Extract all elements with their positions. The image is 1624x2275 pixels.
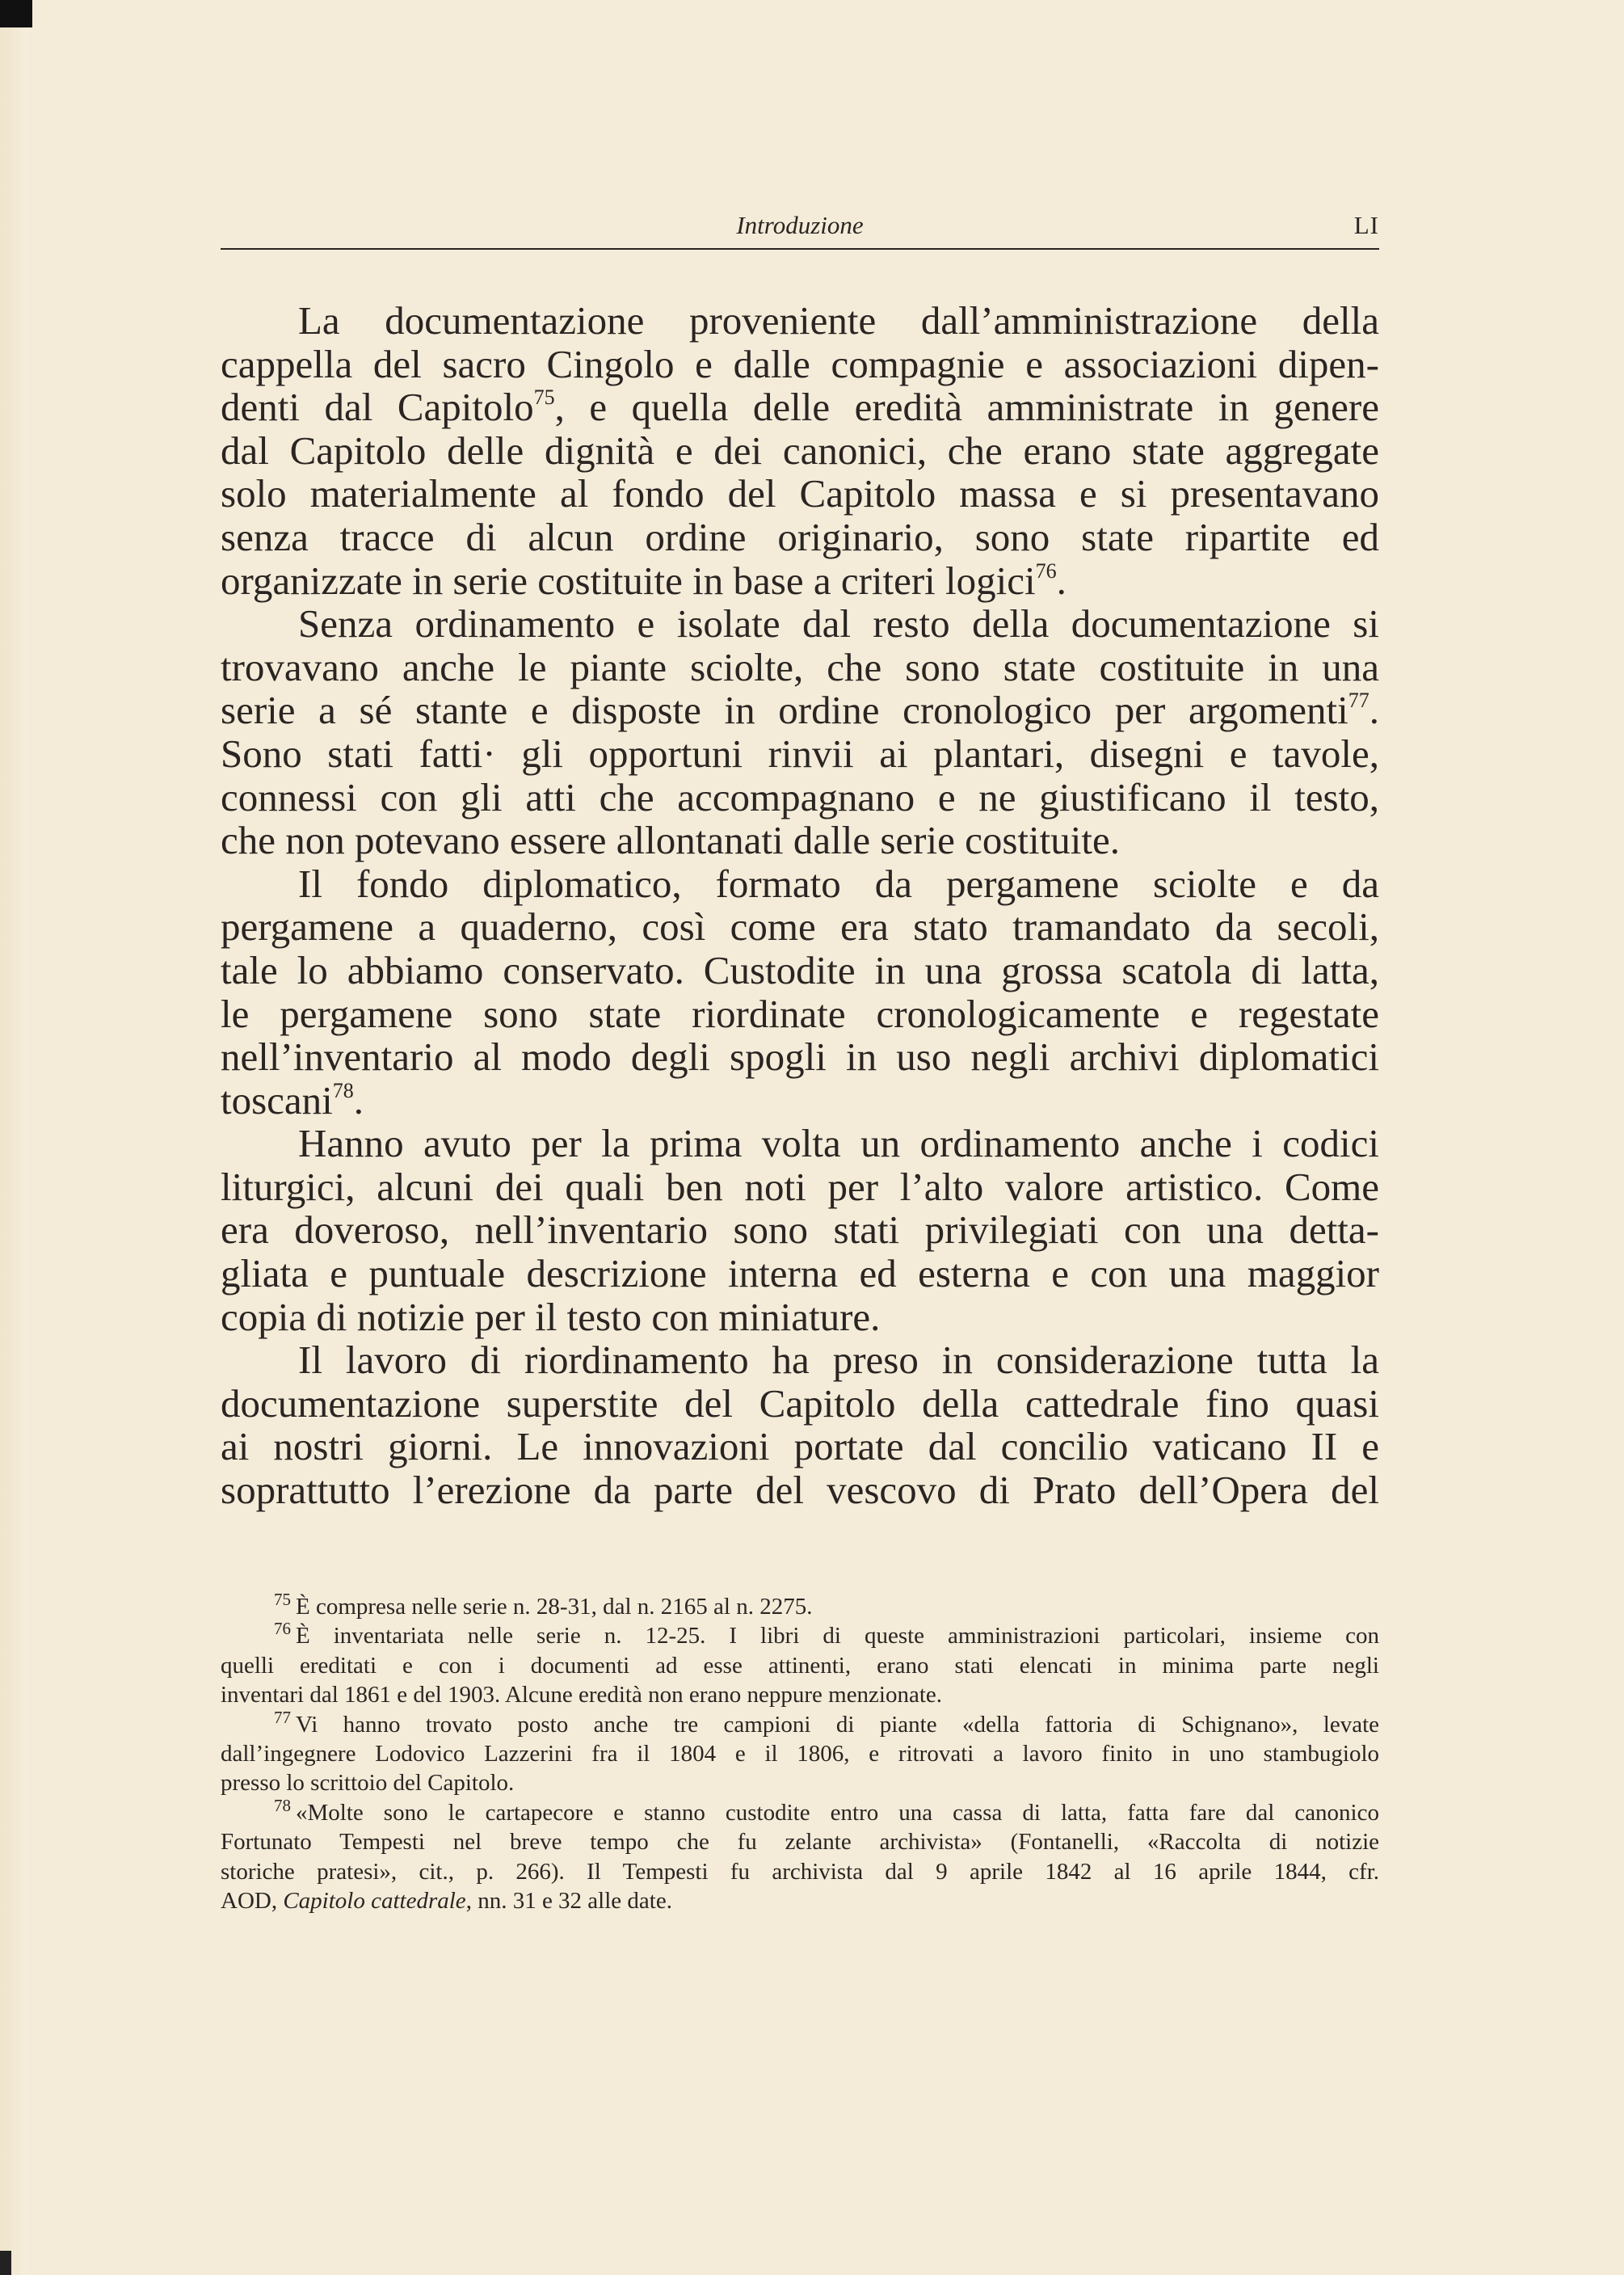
text-line <box>221 732 1379 776</box>
text-line <box>221 1382 1379 1426</box>
text-line <box>221 1079 1379 1123</box>
text-run: Vi hanno trovato posto anche tre campioni di piante «della fattoria di Schignano», levate <box>296 1711 1379 1738</box>
text-line <box>221 1165 1379 1209</box>
text-line <box>221 1621 1379 1650</box>
text-line <box>221 1425 1379 1468</box>
text-run: Hanno avuto per la prima volta un ordinamento anche i codici <box>298 1121 1379 1166</box>
text-run: presso lo scrittoio del Capitolo. <box>221 1770 515 1797</box>
text-line <box>221 776 1379 819</box>
text-run: nell’inventario al modo degli spogli in uso negli archivi diplomatici <box>221 1034 1379 1080</box>
header-rule <box>221 248 1379 250</box>
text-run: copia di notizie per il testo con miniature. <box>221 1294 881 1339</box>
paragraph <box>221 299 1379 602</box>
page-number: LI <box>1353 211 1379 239</box>
text-run: serie a sé stante e disposte in ordine cronologico per argomenti <box>221 688 1348 733</box>
italic-text: Capitolo cattedrale <box>283 1888 466 1915</box>
text-run: Senza ordinamento e isolate dal resto della documentazione si <box>298 601 1379 647</box>
text-run: , nn. 31 e 32 alle date. <box>465 1888 672 1915</box>
text-run: La documentazione proveniente dall’amministrazione della <box>298 298 1379 343</box>
text-run: dal Capitolo delle dignità e dei canonici, che erano state aggregate <box>221 428 1379 473</box>
paragraph <box>221 862 1379 1123</box>
paragraph <box>221 1338 1379 1511</box>
text-run: connessi con gli atti che accompagnano e ne giustificano il testo, <box>221 774 1379 819</box>
text-run: Il fondo diplomatico, formato da pergamene sciolte e da <box>298 861 1379 906</box>
body-text <box>221 299 1379 1512</box>
running-title: Introduzione <box>736 211 864 239</box>
text-line <box>221 646 1379 689</box>
text-run: documentazione superstite del Capitolo della cattedrale fino quasi <box>221 1380 1379 1426</box>
text-run: tale lo abbiamo conservato. Custodite in una grossa scatola di latta, <box>221 947 1379 992</box>
text-line <box>221 819 1379 862</box>
text-run: toscani <box>221 1077 333 1123</box>
text-run: ai nostri giorni. Le innovazioni portate dal concilio vaticano II e <box>221 1424 1379 1469</box>
text-run: senza tracce di alcun ordine originario, sono state ripartite ed <box>221 514 1379 559</box>
paragraph <box>221 1122 1379 1338</box>
text-run: che non potevano essere allontanati dalle serie costituite. <box>221 818 1120 863</box>
text-run: Fortunato Tempesti nel breve tempo che fu zelante archivista» (Fontanelli, «Raccolta di notizie <box>221 1829 1379 1856</box>
text-line <box>221 1707 1379 1739</box>
text-run: inventari dal 1861 e del 1903. Alcune eredità non erano neppure menzionate. <box>221 1682 943 1708</box>
text-run: denti dal Capitolo <box>221 385 534 430</box>
text-run: solo materialmente al fondo del Capitolo massa e si presentavano <box>221 471 1379 516</box>
footnote-marker: 76 <box>274 1619 291 1639</box>
text-line <box>221 1886 1379 1915</box>
text-line <box>221 1468 1379 1512</box>
text-run: le pergamene sono state riordinate cronologicamente e regestate <box>221 991 1379 1036</box>
page-gutter <box>0 0 29 2275</box>
footnotes <box>221 1592 1379 1915</box>
footnote-marker: 77 <box>1348 689 1369 713</box>
text-run: cappella del sacro Cingolo e dalle compagnie e associazioni dipen- <box>221 341 1379 386</box>
text-run: . <box>1056 558 1067 603</box>
text-run: Il lavoro di riordinamento ha preso in considerazione tutta la <box>298 1338 1379 1383</box>
text-run: . <box>1369 688 1379 733</box>
scan-border <box>0 2251 11 2275</box>
footnote-marker: 75 <box>274 1590 291 1609</box>
page-header <box>221 206 1379 246</box>
text-line <box>221 1338 1379 1382</box>
text-line <box>221 516 1379 559</box>
footnote <box>221 1592 1379 1621</box>
footnote-marker: 75 <box>533 385 555 410</box>
paragraph <box>221 602 1379 862</box>
text-run: AOD, <box>221 1888 284 1915</box>
text-line <box>221 299 1379 343</box>
text-line <box>221 1680 1379 1709</box>
text-run: , e quella delle eredità amministrate in genere <box>554 385 1379 430</box>
text-line <box>221 1208 1379 1252</box>
text-line <box>221 1768 1379 1797</box>
text-run: Sono stati fatti· gli opportuni rinvii ai plantari, disegni e tavole, <box>221 731 1379 776</box>
text-run: quelli ereditati e con i documenti ad esse attinenti, erano stati elencati in minima parte negli <box>221 1652 1379 1679</box>
footnote-marker: 77 <box>274 1707 291 1727</box>
text-line <box>221 1827 1379 1856</box>
text-line <box>221 1122 1379 1165</box>
text-line <box>221 602 1379 646</box>
text-line <box>221 1739 1379 1768</box>
text-line <box>221 1295 1379 1339</box>
text-line <box>221 1651 1379 1680</box>
text-line <box>221 1795 1379 1827</box>
text-line <box>221 1592 1379 1621</box>
text-line <box>221 559 1379 603</box>
footnote-marker: 78 <box>332 1078 354 1102</box>
text-line <box>221 689 1379 732</box>
text-line <box>221 472 1379 516</box>
text-run: . <box>353 1077 364 1123</box>
text-run: soprattutto l’erezione da parte del vescovo di Prato dell’Opera del <box>221 1468 1379 1513</box>
scan-border <box>0 0 32 27</box>
text-line <box>221 862 1379 906</box>
footnote-marker: 78 <box>274 1795 291 1815</box>
text-line <box>221 385 1379 429</box>
text-line <box>221 1035 1379 1079</box>
text-line <box>221 1252 1379 1295</box>
text-run: È compresa nelle serie n. 28-31, dal n. 2165 al n. 2275. <box>296 1594 813 1620</box>
footnote-marker: 76 <box>1035 558 1057 583</box>
text-run: «Molte sono le cartapecore e stanno custodite entro una cassa di latta, fatta fare dal canonico <box>296 1799 1379 1826</box>
footnote <box>221 1621 1379 1709</box>
text-run: organizzate in serie costituite in base a criteri logici <box>221 558 1036 603</box>
text-run: gliata e puntuale descrizione interna ed esterna e con una maggior <box>221 1251 1379 1296</box>
text-run: trovavano anche le piante sciolte, che sono state costituite in una <box>221 644 1379 689</box>
text-run: pergamene a quaderno, così come era stato tramandato da secoli, <box>221 904 1379 950</box>
text-line <box>221 992 1379 1036</box>
text-line <box>221 905 1379 949</box>
footnote <box>221 1795 1379 1916</box>
footnote <box>221 1707 1379 1798</box>
text-line <box>221 949 1379 992</box>
text-run: dall’ingegnere Lodovico Lazzerini fra il 1804 e il 1806, e ritrovati a lavoro finito in uno stambugiolo <box>221 1741 1379 1767</box>
text-line <box>221 1857 1379 1886</box>
text-run: È inventariata nelle serie n. 12-25. I libri di queste amministrazioni particolari, insieme con <box>296 1623 1379 1649</box>
text-run: era doveroso, nell’inventario sono stati privilegiati con una detta- <box>221 1207 1379 1253</box>
text-line <box>221 343 1379 386</box>
text-run: storiche pratesi», cit., p. 266). Il Tempesti fu archivista dal 9 aprile 1842 al 16 aprile 1844, cfr. <box>221 1858 1379 1885</box>
text-line <box>221 429 1379 473</box>
text-run: liturgici, alcuni dei quali ben noti per l’alto valore artistico. Come <box>221 1164 1379 1209</box>
